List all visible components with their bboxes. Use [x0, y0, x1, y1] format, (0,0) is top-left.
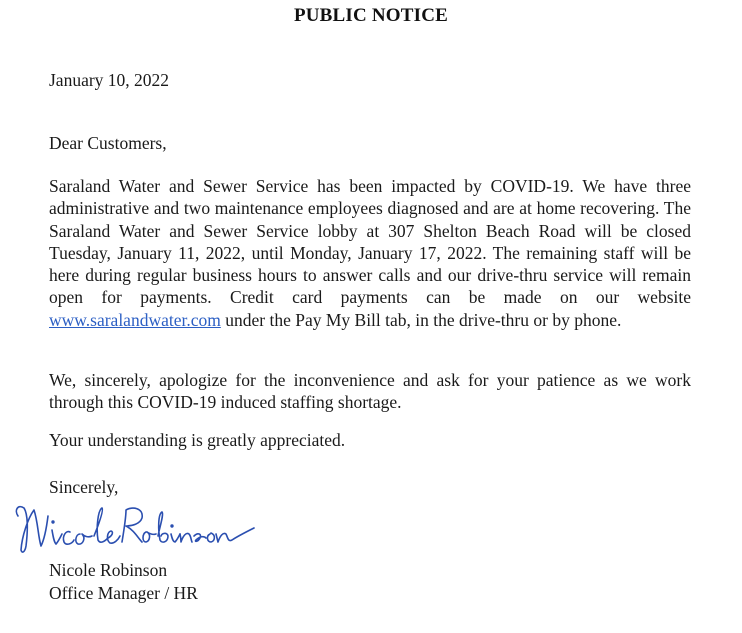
- signer-name: Nicole Robinson: [49, 560, 168, 580]
- body-paragraph-apology: We, sincerely, apologize for the inconvenience and ask for your patience as we work through this COVID-19 induced staffing shortage.: [49, 370, 691, 413]
- salutation: Dear Customers,: [49, 133, 167, 153]
- paragraph-text-before-link: Saraland Water and Sewer Service has been impacted by COVID-19. We have three administrative and two maintenance employees diagnosed and are at home recovering. The Saraland Water and Sewer Service lobby at 307 Shelton Beach Road will be closed Tuesday, January 11, 2022, until Monday, January 17, 2022. The remaining staff will be here during regular business hours to answer calls and our drive-thru service will remain open for payments. Credit card payments can be made on our website: [49, 176, 691, 308]
- closing: Sincerely,: [49, 477, 119, 497]
- body-paragraph-covid-impact: [49, 175, 691, 331]
- notice-title: PUBLIC NOTICE: [293, 5, 449, 26]
- handwritten-signature: [8, 496, 258, 562]
- notice-date: January 10, 2022: [49, 70, 170, 90]
- body-paragraph-appreciation: Your understanding is greatly appreciated.: [49, 430, 346, 450]
- website-link[interactable]: www.saralandwater.com: [49, 309, 221, 330]
- paragraph-text-after-link: under the Pay My Bill tab, in the drive-thru or by phone.: [220, 309, 622, 330]
- signer-title: Office Manager / HR: [49, 583, 198, 603]
